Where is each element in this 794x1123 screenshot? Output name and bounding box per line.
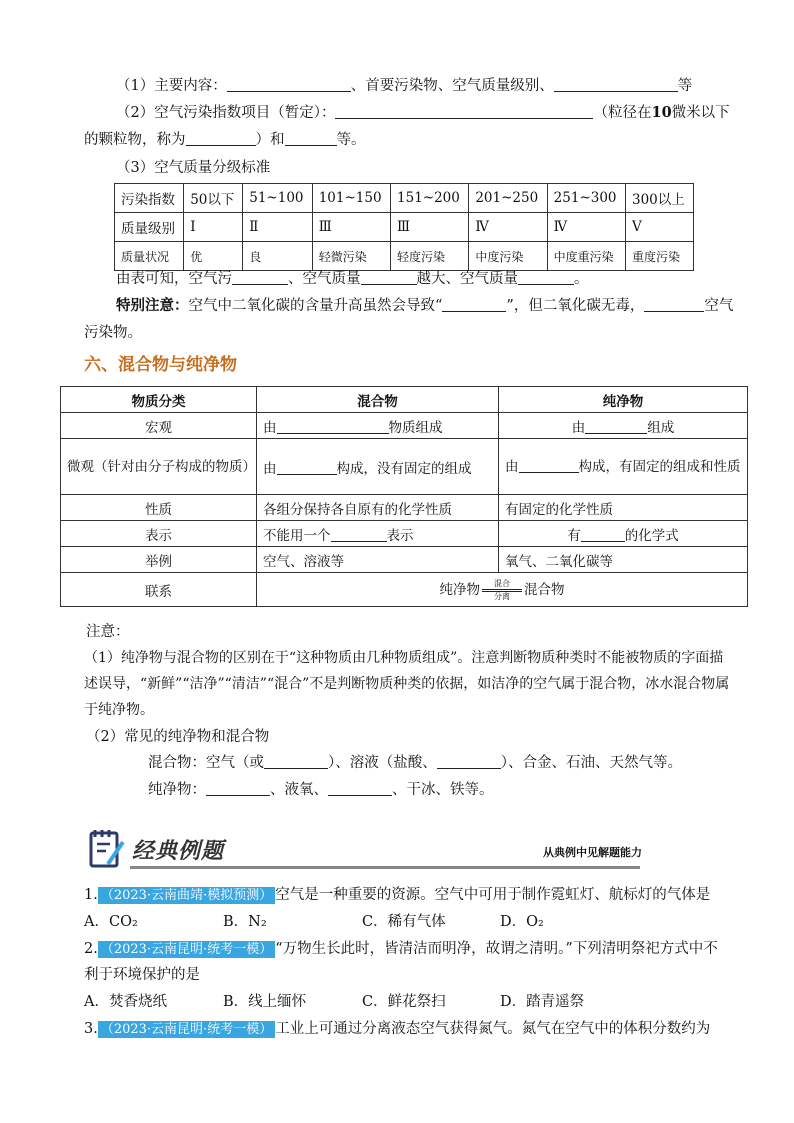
blank — [644, 295, 704, 312]
question-2-cont: 利于环境保护的是 — [84, 967, 200, 983]
option-c[interactable]: C．稀有气体 — [362, 914, 446, 930]
option-a[interactable]: A．焚香烧纸 — [84, 994, 167, 1010]
blank — [227, 75, 351, 92]
option-d[interactable]: D．O₂ — [500, 914, 544, 930]
note-line-3: 于纯净物。 — [84, 702, 154, 718]
blank — [285, 129, 337, 146]
blank — [554, 75, 678, 92]
blank — [361, 268, 417, 285]
table-row: 微观（针对由分子构成的物质） 由 构成，没有固定的组成 由 构成，有固定的组成和性质 — [61, 439, 748, 495]
content-line-6: 特别注意：空气中二氧化碳的含量升高虽然会导致“ ”，但二氧化碳无毒， 空气 — [116, 297, 734, 314]
question-3: 3. （2023·云南昆明·统考一模） 工业上可通过分离液态空气获得氮气。氮气在空气中的体积分数约为 — [84, 1021, 711, 1037]
section-title: 六、混合物与纯净物 — [84, 355, 237, 375]
notebook-pen-icon — [88, 828, 126, 870]
content-line-3: 的颗粒物，称为 ）和 等。 — [84, 129, 366, 151]
blank — [442, 295, 506, 312]
table-row: 联系 纯净物 混合 分离 混合物 — [61, 573, 748, 607]
table-row: 物质分类 混合物 纯净物 — [61, 387, 748, 413]
blank — [277, 458, 337, 475]
blank — [518, 268, 574, 285]
note-title: 注意： — [86, 624, 130, 640]
table-row: 质量状况 优 良 轻微污染 轻度污染 中度污染 中度重污染 重度污染 — [115, 242, 694, 271]
content-line-7: 污染物。 — [84, 325, 142, 341]
content-line-5: 由表可知，空气污 、空气质量 越大、空气质量 。 — [116, 268, 589, 290]
note-line-1: （1）纯净物与混合物的区别在于“这种物质由几种物质组成”。注意判断物质种类时不能被物质的字面描 — [84, 650, 724, 666]
blank — [585, 417, 647, 434]
blank — [186, 129, 256, 146]
source-tag: （2023·云南昆明·统考一模） — [98, 1021, 275, 1038]
source-tag: （2023·云南曲靖·模拟预测） — [98, 887, 275, 904]
option-d[interactable]: D．踏青遥祭 — [500, 994, 585, 1010]
option-b[interactable]: B．线上缅怀 — [223, 994, 307, 1010]
classic-examples-banner: 经典例题 从典例中见解题能力 — [86, 826, 642, 872]
blank — [437, 752, 501, 769]
note-line-4: （2）常见的纯净物和混合物 — [86, 729, 270, 745]
table-row: 污染指数 50以下 51~100 101~150 151~200 201~250 251~300 300以上 — [115, 184, 694, 213]
blank — [331, 525, 387, 542]
note-pure-line: 纯净物： 、液氧、 、干冰、铁等。 — [148, 779, 494, 801]
option-c[interactable]: C．鲜花祭扫 — [362, 994, 446, 1010]
table-row: 表示 不能用一个 表示 有 的化学式 — [61, 521, 748, 547]
table-row: 举例 空气、溶液等 氧气、二氧化碳等 — [61, 547, 748, 573]
question-2: 2. （2023·云南昆明·统考一模） “万物生长此时，皆清洁而明净，故谓之清明。”下列清明祭祀方式中不 — [84, 941, 718, 957]
blank — [328, 779, 392, 796]
option-a[interactable]: A．CO₂ — [84, 914, 138, 930]
table-row: 宏观 由 物质组成 由 组成 — [61, 413, 748, 439]
table-row: 性质 各组分保持各自原有的化学性质 有固定的化学性质 — [61, 495, 748, 521]
aqi-table — [114, 183, 694, 271]
content-line-1: （1）主要内容： 、首要污染物、空气质量级别、 等 — [116, 75, 692, 97]
blank — [206, 779, 270, 796]
blank — [581, 525, 625, 542]
blank — [277, 417, 389, 434]
banner-divider — [130, 866, 640, 869]
blank — [232, 268, 288, 285]
source-tag: （2023·云南昆明·统考一模） — [98, 941, 275, 958]
mixture-pure-table — [60, 386, 748, 607]
question-1: 1. （2023·云南曲靖·模拟预测） 空气是一种重要的资源。空气中可用于制作霓虹灯、航标灯的气体是 — [84, 887, 711, 903]
content-line-4: （3）空气质量分级标准 — [116, 160, 271, 176]
content-line-2: （2）空气污染指数项目（暂定）： （粒径在10微米以下 — [116, 104, 730, 121]
note-line-2: 述误导，“新鲜”“洁净”“清洁”“混合”不是判断物质种类的依据，如洁净的空气属于混合物，冰水混合物属 — [84, 676, 730, 692]
table-row: 质量级别 Ⅰ Ⅱ Ⅲ Ⅲ Ⅳ Ⅳ Ⅴ — [115, 213, 694, 242]
blank — [335, 102, 593, 119]
blank — [519, 456, 579, 473]
blank — [264, 752, 328, 769]
note-mixture-line: 混合物：空气（或 ）、溶液（盐酸、 ）、合金、石油、天然气等。 — [148, 752, 682, 774]
option-b[interactable]: B．N₂ — [223, 914, 267, 930]
double-arrow-icon: 混合 分离 — [480, 579, 524, 601]
